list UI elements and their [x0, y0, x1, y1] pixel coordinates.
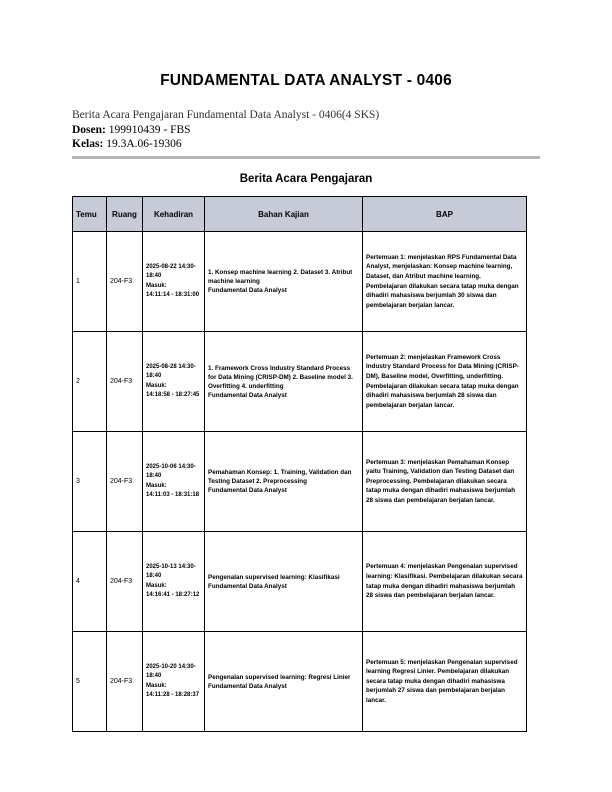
cell-bap: Pertemuan 1: menjelaskan RPS Fundamental Data Analyst, menjelaskan: Konsep machine learning, Dataset, dan Atribut machine learning. Pembelajaran dilakukan secara tatap muka dengan dihadiri mahasiswa berjumlah 30 siswa dan pembelajaran berjalan lancar. [363, 232, 527, 332]
cell-bap: Pertemuan 2: menjelaskan Framework Cross Industry Standard Process for Data Mining (CRISP-DM), Baseline model, Overfitting, underfitting. Pembelajaran dilakukan secara tatap muka dengan dihadiri mahasiswa berjumlah 28 siswa dan pembelajaran berjalan lancar. [363, 332, 527, 432]
cell-kehadiran [143, 432, 205, 532]
cell-bap: Pertemuan 5: menjelaskan Pengenalan supervised learning Regresi Linier. Pembelajaran dilakukan secara tatap muka dengan dihadiri mahasiswa berjumlah 27 siswa dan pembelajaran berjalan lancar. [363, 632, 527, 732]
cell-kehadiran [143, 332, 205, 432]
class-line [72, 137, 379, 152]
course-name: Fundamental Data Analyst [208, 287, 287, 294]
document-title: FUNDAMENTAL DATA ANALYST - 0406 [160, 72, 452, 89]
cell-bap: Pertemuan 3: menjelaskan Pemahaman Konsep yaitu Training, Validation dan Testing Dataset dan Preprocessing. Pembelajaran dilakukan secara tatap muka dengan dihadiri mahasiswa berjumlah 28 siswa dan pembelajaran berjalan lancar. [363, 432, 527, 532]
lecturer-value: 199910439 - FBS [108, 123, 191, 136]
schedule-time: 2025-10-06 14:30-18:40 [146, 464, 196, 480]
cell-bahan-kajian [205, 632, 363, 732]
class-value: 19.3A.06-19306 [106, 138, 182, 150]
table-row [73, 332, 527, 432]
masuk-time: 14:18:58 - 18:27:45 [146, 391, 200, 398]
bap-table [72, 196, 527, 732]
cell-ruang: 204-F3 [107, 532, 143, 632]
course-name: Fundamental Data Analyst [208, 582, 287, 590]
header-bap: BAP [363, 197, 527, 232]
masuk-label: Masuk: [146, 482, 167, 489]
document-meta [72, 108, 379, 152]
header-temu: Temu [73, 197, 107, 232]
cell-temu: 4 [73, 532, 107, 632]
topic-text: 1. Framework Cross Industry Standard Process for Data Mining (CRISP-DM) 2. Baseline model 3. Overfitting 4. underfitting [208, 364, 353, 390]
schedule-time: 2025-10-13 14:30-18:40 [146, 564, 196, 580]
cell-ruang: 204-F3 [107, 632, 143, 732]
cell-kehadiran [143, 632, 205, 732]
topic-text: Pengenalan supervised learning: Regresi Linier [208, 673, 351, 681]
cell-kehadiran [143, 232, 205, 332]
schedule-time: 2025-08-28 14:30-18:40 [146, 364, 196, 380]
lecturer-line [72, 123, 379, 138]
masuk-time: 14:16:41 - 18:27:12 [146, 591, 200, 598]
cell-bahan-kajian [205, 532, 363, 632]
header-bahan-kajian: Bahan Kajian [205, 197, 363, 232]
masuk-label: Masuk: [146, 682, 167, 689]
cell-bahan-kajian [205, 232, 363, 332]
schedule-time: 2025-08-22 14:30-18:40 [146, 264, 196, 280]
course-name: Fundamental Data Analyst [208, 682, 287, 690]
masuk-time: 14:11:03 - 18:31:18 [146, 491, 200, 498]
topic-text: Pengenalan supervised learning: Klasifikasi [208, 573, 340, 581]
course-name: Fundamental Data Analyst [208, 391, 287, 399]
lecturer-label: Dosen: [72, 123, 106, 136]
course-name: Fundamental Data Analyst [208, 487, 287, 494]
header-ruang: Ruang [107, 197, 143, 232]
table-row [73, 532, 527, 632]
table-row [73, 232, 527, 332]
subject-line: Berita Acara Pengajaran Fundamental Data Analyst - 0406(4 SKS) [72, 109, 380, 121]
section-divider [72, 156, 540, 159]
topic-text: 1. Konsep machine learning 2. Dataset 3. Atribut machine learning [208, 269, 353, 285]
topic-text: Pemahaman Konsep: 1. Training, Validation dan Testing Dataset 2. Preprocessing [208, 469, 352, 485]
masuk-time: 14:11:14 - 18:31:00 [146, 291, 200, 298]
cell-ruang: 204-F3 [107, 332, 143, 432]
masuk-label: Masuk: [146, 382, 167, 389]
masuk-label: Masuk: [146, 282, 167, 289]
cell-temu: 2 [73, 332, 107, 432]
cell-ruang: 204-F3 [107, 432, 143, 532]
cell-ruang: 204-F3 [107, 232, 143, 332]
schedule-time: 2025-10-20 14:30-18:40 [146, 664, 196, 680]
section-title: Berita Acara Pengajaran [239, 173, 373, 185]
header-kehadiran: Kehadiran [143, 197, 205, 232]
table-header-row [73, 197, 527, 232]
cell-temu: 5 [73, 632, 107, 732]
class-label: Kelas: [72, 138, 104, 150]
cell-bap: Pertemuan 4: menjelaskan Pengenalan supervised learning: Klasifikasi. Pembelajaran dilakukan secara tatap muka dengan dihadiri mahasiswa berjumlah 28 siswa dan pembelajaran berjalan lancar. [363, 532, 527, 632]
cell-kehadiran [143, 532, 205, 632]
masuk-label: Masuk: [146, 582, 167, 589]
table-row [73, 632, 527, 732]
cell-bahan-kajian [205, 432, 363, 532]
cell-temu: 1 [73, 232, 107, 332]
cell-temu: 3 [73, 432, 107, 532]
masuk-time: 14:11:28 - 18:28:37 [146, 691, 200, 698]
table-row [73, 432, 527, 532]
cell-bahan-kajian [205, 332, 363, 432]
